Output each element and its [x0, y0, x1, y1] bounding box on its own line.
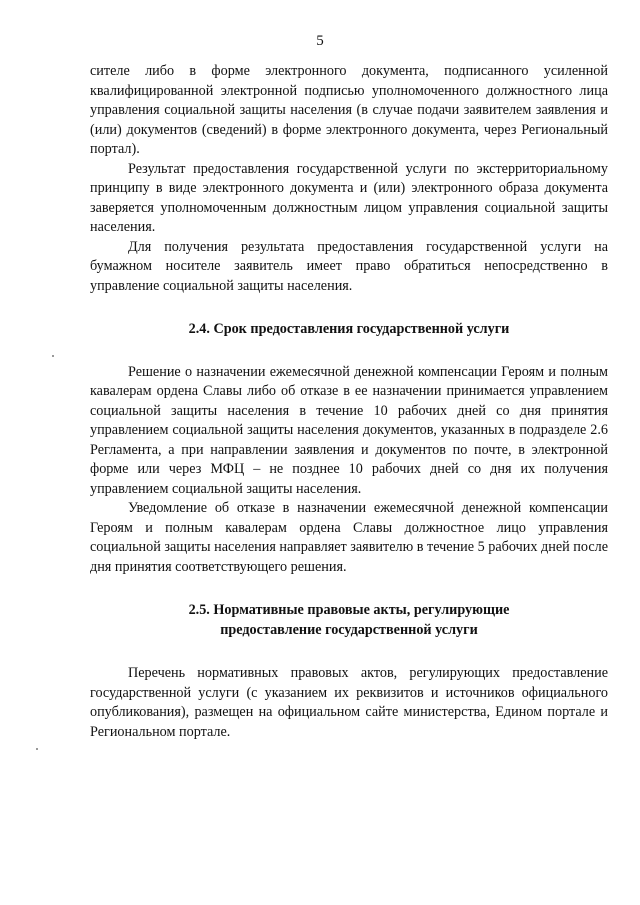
section-heading-2-5 [90, 601, 608, 640]
document-body [90, 62, 608, 742]
paragraph: Решение о назначении ежемесячной денежной компенсации Героям и полным кавалерам ордена Славы либо об отказе в ее назначении принимается управлением социальной защиты населения в течение 10 рабочих дней со дня принятия управлением социальной защиты населения документов, указанных в подразделе 2.6 Регламента, а при направлении заявления и документов по почте, в электронной форме или через МФЦ – не позднее 10 рабочих дней со дня их получения управлением социальной защиты населения. [90, 363, 608, 497]
paragraph: Уведомление об отказе в назначении ежемесячной денежной компенсации Героям и полным кавалерам ордена Славы должностное лицо управления социальной защиты населения направляет заявителю в течение 5 рабочих дней после дня принятия соответствующего решения. [90, 500, 608, 575]
paragraph: Перечень нормативных правовых актов, регулирующих предоставление государственной услуги (с указанием их реквизитов и источников официального опубликования), размещен на официальном сайте министерства, Едином портале и Региональном портале. [90, 665, 608, 740]
section-heading-line: предоставление государственной услуги [220, 621, 478, 638]
scan-mark [36, 748, 38, 750]
paragraph: Результат предоставления государственной услуги по экстерриториальному принципу в виде электронного документа и (или) электронного образа документа заверяется уполномоченным должностным лицом управления социальной защиты населения. [90, 160, 608, 235]
scan-mark [52, 355, 54, 357]
paragraph: Для получения результата предоставления государственной услуги на бумажном носителе заявитель имеет право обратиться непосредственно в управление социальной защиты населения. [90, 238, 608, 294]
section-heading-line: 2.5. Нормативные правовые акты, регулирующие [188, 602, 510, 618]
page-number: 5 [316, 33, 324, 49]
section-heading-2-4: 2.4. Срок предоставления государственной услуги [188, 321, 510, 337]
paragraph: сителе либо в форме электронного документа, подписанного усиленной квалифицированной электронной подписью уполномоченного должностного лица управления социальной защиты населения (в случае подачи заявителем заявления и (или) документов (сведений) в форме электронного документа, через Региональный портал). [90, 63, 608, 157]
